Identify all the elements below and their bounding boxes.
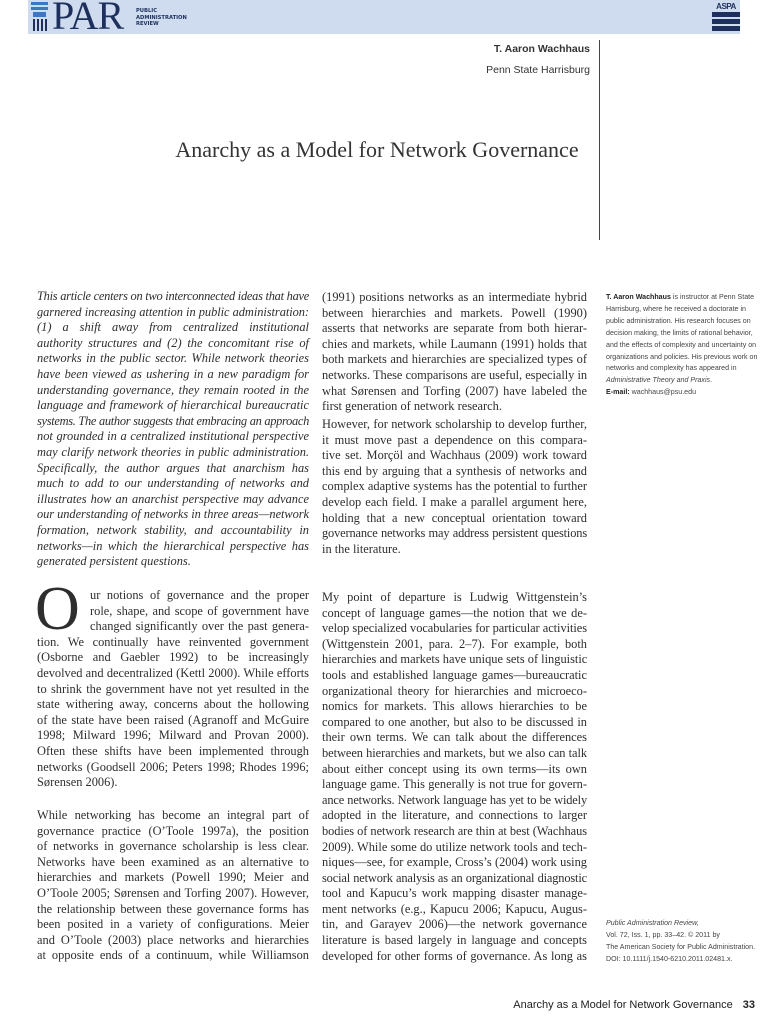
text-line: of networks in governance scholarship is less clear. <box>37 839 309 854</box>
author-block <box>486 39 590 81</box>
text-line: much to add to our understanding of networks and <box>37 476 309 491</box>
text-line: illustrates how an anarchist perspective may advance <box>37 491 309 506</box>
citation-journal: Public Administration Review, <box>606 919 699 927</box>
body-paragraph <box>322 290 587 415</box>
text-line: hierarchies and markets (Powell 1990; Meier and <box>37 870 309 885</box>
text-line: bodies of network research are thin at best (Wachhaus <box>322 823 587 838</box>
text-line: tool and Kapucu’s work mapping disaster manage- <box>322 886 587 901</box>
text-line: compared to one another, but also to be discussed in <box>322 714 587 729</box>
text-line: 2009). While some do utilize network tools and tech- <box>322 839 587 854</box>
text-line: O’Toole 2005; Sørensen and Torfing 2007). However, <box>37 885 309 900</box>
text-line: hierarchies and markets have unique sets of linguistic <box>322 652 588 667</box>
body-paragraph <box>322 590 587 964</box>
text-line: may clarify network theories in public administration. <box>37 444 309 459</box>
text-line: garnered increasing attention in public administration: <box>37 304 309 319</box>
text-line: This article centers on two interconnected ideas that have <box>37 289 310 303</box>
text-line: state withering away, concerns about the hollowing <box>37 697 309 712</box>
article-title: Anarchy as a Model for Network Governance <box>175 137 579 162</box>
text-line: (1991) positions networks as an intermediate hybrid <box>322 290 587 304</box>
text-line: tive set. Morçöl and Wachhaus (2009) work toward <box>322 448 587 463</box>
text-line: devolved and decentralized (Kettl 2000). While efforts <box>37 665 309 680</box>
text-line: changed significantly over the past genera- <box>90 619 309 634</box>
text-line: this end by arguing that a synthesis of networks and <box>322 463 587 478</box>
drop-cap: O <box>35 575 80 643</box>
bio-text: is instructor at Penn State Harrisburg, where he received a doctorate in public administration. His research focuses on decision making, the limits of rational behavior, and the effects of complexity and uncertainty on organizations and policies. His previous work on networks and complexity has appeared in <box>606 293 758 373</box>
text-line: understanding governance, they remain rooted in the <box>37 382 309 397</box>
text-line: authority structures and (2) the concomitant rise of <box>37 335 309 350</box>
text-line: 1998; Milward 1996; Milward and Provan 2000). <box>37 728 309 743</box>
page-number: 33 <box>742 999 755 1011</box>
text-line: it must move past a dependence on this compara- <box>322 432 587 447</box>
body-paragraph <box>322 417 587 557</box>
body-paragraph <box>37 808 309 964</box>
text-line: Specifically, the author argues that anarchism has <box>37 460 309 475</box>
text-line: and O’Toole (2003) place networks and hierarchies <box>37 932 309 947</box>
text-line: governance practice (O’Toole 1997a), the position <box>37 823 309 838</box>
body-paragraph <box>37 588 309 791</box>
text-line: role, shape, and scope of government have <box>90 603 309 618</box>
column-logo-icon <box>31 2 48 32</box>
citation-line: Vol. 72, Iss. 1, pp. 33–42. © 2011 by <box>606 930 720 939</box>
text-line: ur notions of governance and the proper <box>90 588 309 602</box>
aspa-stripes-icon <box>712 12 740 32</box>
citation-block <box>606 918 764 966</box>
text-line: However, for network scholarship to develop further, <box>322 417 587 431</box>
author-affiliation: Penn State Harrisburg <box>486 64 590 76</box>
text-line: develop each field. I make a parallel argument here, <box>322 494 587 509</box>
email-label: E-mail: <box>606 388 630 397</box>
text-line: their own terms. We can talk about the differences <box>322 730 587 745</box>
text-line: (1) a shift away from centralized institutional <box>37 320 309 335</box>
journal-subtitle-line: REVIEW <box>136 21 159 27</box>
aspa-logo-text: ASPA <box>716 2 736 11</box>
citation-line: DOI: 10.1111/j.1540-6210.2011.02481.x. <box>606 954 733 963</box>
abstract <box>37 289 309 570</box>
text-line: ance networks. Network language has yet to be widely <box>322 792 587 807</box>
text-line: language game. This generally is not true for govern- <box>322 777 587 792</box>
text-line: Sørensen 2006). <box>37 775 118 790</box>
text-line: both markets and hierarchies are specialized types of <box>322 352 587 367</box>
running-title: Anarchy as a Model for Network Governance <box>513 999 733 1011</box>
text-line: developed for other forms of governance. As long as <box>322 948 587 963</box>
citation-line: The American Society for Public Administration. <box>606 942 756 951</box>
text-line: complex adaptive systems has the potential to further <box>322 479 587 494</box>
text-line: Often these shifts have been implemented through <box>37 743 309 758</box>
author-name: T. Aaron Wachhaus <box>493 43 590 55</box>
journal-subtitle-line: ADMINISTRATION <box>136 14 187 21</box>
text-line: to shrink the government have not yet resulted in the <box>37 681 309 696</box>
text-line: (Wittgenstein 2001, para. 2–7). For example, both <box>322 636 587 651</box>
text-line: language and framework of hierarchical bureaucratic <box>37 398 309 413</box>
page-footer <box>513 999 755 1011</box>
text-line: tion. We continually have reinvented government <box>37 634 309 649</box>
text-line: adopted in the literature, and connections to larger <box>322 808 587 823</box>
journal-logo: PAR <box>52 0 124 38</box>
bio-name: T. Aaron Wachhaus <box>606 293 671 301</box>
journal-subtitle <box>136 8 187 28</box>
text-line: not grounded in a centralized institutional perspective <box>37 429 309 444</box>
text-line: networks in the public sector. While network theories <box>37 351 309 366</box>
text-line: of the state have been raised (Agranoff and McGuire <box>37 712 309 727</box>
text-line: about either concept using its own terms—its own <box>322 761 587 776</box>
text-line: formation, network stability, and accountability in <box>37 522 309 537</box>
text-line: organizational theory for hierarchies and microeco- <box>322 683 587 698</box>
text-line: what Sørensen and Torfing (2007) have labeled the <box>322 383 587 398</box>
text-line: between hierarchies and markets. Powell (1990) <box>322 305 587 320</box>
text-line: networks—in which the hierarchical perspective has <box>37 538 309 553</box>
text-line: networks (Goodsell 2006; Peters 1998; Rhodes 1996; <box>37 759 309 774</box>
text-line: in the literature. <box>322 541 401 556</box>
aspa-logo <box>712 2 740 32</box>
text-line: first generation of network research. <box>322 399 502 414</box>
text-line: between hierarchies and markets, but we also can talk <box>322 745 587 760</box>
text-line: tin, and Garayev 2006)—the network governance <box>322 917 587 932</box>
text-line: niques—see, for example, Cross’s (2004) work using <box>322 855 587 870</box>
text-line: My point of departure is Ludwig Wittgenstein’s <box>322 590 587 604</box>
text-line: networks. These comparisons are useful, especially in <box>322 367 587 382</box>
text-line: tools and established language games—bureaucratic <box>322 667 587 682</box>
text-line: chies and markets, while Laumann (1991) holds that <box>322 336 587 351</box>
bio-end: . <box>710 376 713 385</box>
text-line: holding that a new conceptual orientation toward <box>322 510 587 525</box>
text-line: generated persistent questions. <box>37 554 191 569</box>
text-line: nomics for markets. This allows hierarchies to be <box>322 699 587 714</box>
text-line: have been viewed as ushering in a new paradigm for <box>37 366 309 381</box>
text-line: concept of language games—the notion that we de- <box>322 605 587 620</box>
text-line: the relationship between these governance forms has <box>37 901 309 916</box>
text-line: at opposite ends of a continuum, while Williamson <box>37 948 309 963</box>
text-line: governance networks may address persistent questions <box>322 526 587 541</box>
text-line: systems. The author suggests that embracing an approach <box>37 413 309 428</box>
text-line: asserts that networks are separate from both hierar- <box>322 321 587 336</box>
text-line: been posited in a variety of configurations. Meier <box>37 917 309 932</box>
text-line: ment networks (e.g., Kapucu 2006; Kapucu, Augus- <box>322 901 587 916</box>
text-line: While networking has become an integral part of <box>37 808 309 822</box>
text-line: velop specialized vocabularies for particular activities <box>322 621 587 636</box>
text-line: (Osborne and Gaebler 1992) to be increasingly <box>37 650 309 665</box>
email-link[interactable]: wachhaus@psu.edu <box>629 388 697 397</box>
text-line: social network analysis as an organizational diagnostic <box>322 870 587 885</box>
journal-subtitle-line: PUBLIC <box>136 8 158 14</box>
text-line: our understanding of networks in three areas—network <box>37 507 309 522</box>
journal-header-band <box>28 0 740 38</box>
author-bio <box>606 292 764 399</box>
text-line: Networks have been examined as an alternative to <box>37 854 309 869</box>
text-line: literature is based largely in language and concepts <box>322 933 587 948</box>
bio-journal: Administrative Theory and Praxis <box>606 376 711 385</box>
